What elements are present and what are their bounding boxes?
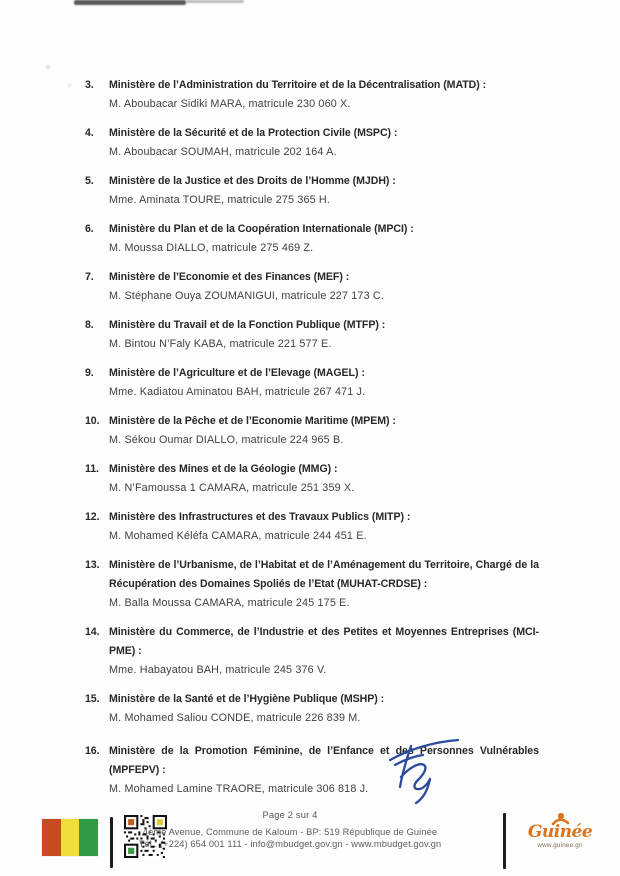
- list-item: [85, 460, 539, 498]
- contact-line: Tél : (+224) 654 001 111 - info@mbudget.gov.gn - www.mbudget.gov.gn: [138, 838, 442, 849]
- item-number: 7.: [85, 271, 94, 283]
- item-number: 15.: [85, 693, 100, 705]
- page-footer: [0, 806, 620, 876]
- footer-divider: [503, 813, 506, 869]
- list-item: [85, 742, 539, 799]
- scan-artifact: [74, 0, 186, 5]
- item-number: 11.: [85, 463, 99, 475]
- list-item: [85, 412, 539, 450]
- item-number: 16.: [85, 745, 100, 757]
- scan-artifact: [46, 66, 50, 69]
- minister-line: Mme. Habayatou BAH, matricule 245 376 V.: [109, 664, 327, 676]
- ministry-title: Ministère des Infrastructures et des Travaux Publics (MITP) :: [109, 511, 411, 523]
- minister-line: M. Stéphane Ouya ZOUMANIGUI, matricule 227 173 C.: [109, 290, 384, 302]
- list-item: [85, 556, 539, 613]
- list-item: [85, 268, 539, 306]
- ministry-title: Ministère de la Santé et de l’Hygiène Publique (MSHP) :: [109, 693, 385, 705]
- signature-initials-icon: [388, 734, 462, 806]
- ministry-title: Ministère de la Pêche et de l’Economie Maritime (MPEM) :: [109, 415, 396, 427]
- footer-text-block: [110, 810, 470, 850]
- minister-line: M. Mohamed Kéléfa CAMARA, matricule 244 451 E.: [109, 530, 367, 542]
- item-number: 4.: [85, 127, 94, 139]
- ministry-title: Ministère de la Sécurité et de la Protection Civile (MSPC) :: [109, 127, 398, 139]
- minister-line: M. Moussa DIALLO, matricule 275 469 Z.: [109, 242, 314, 254]
- list-item: [85, 364, 539, 402]
- item-number: 3.: [85, 79, 94, 91]
- minister-line: Mme. Aminata TOURE, matricule 275 365 H.: [109, 194, 331, 206]
- minister-line: M. Aboubacar SOUMAH, matricule 202 164 A.: [109, 146, 337, 158]
- item-number: 9.: [85, 367, 94, 379]
- scan-artifact: [68, 84, 71, 87]
- ministry-title: Ministère de la Justice et des Droits de l’Homme (MJDH) :: [109, 175, 396, 187]
- item-number: 8.: [85, 319, 94, 331]
- ministry-title: Ministère du Plan et de la Coopération Internationale (MPCI) :: [109, 223, 414, 235]
- minister-line: M. Mohamed Lamine TRAORE, matricule 306 818 J.: [109, 783, 369, 795]
- item-number: 6.: [85, 223, 94, 235]
- ministry-title: Ministère de la Promotion Féminine, de l’Enfance et des Personnes Vulnérables (MPFEPV) :: [109, 745, 539, 776]
- item-number: 5.: [85, 175, 94, 187]
- list-item: [85, 76, 539, 114]
- item-number: 12.: [85, 511, 100, 523]
- brand-url: www.guinee.gn: [537, 842, 583, 849]
- minister-line: M. Bintou N’Faly KABA, matricule 221 577 E.: [109, 338, 332, 350]
- minister-line: M. Sékou Oumar DIALLO, matricule 224 965 B.: [109, 434, 344, 446]
- address-line: 4ème Avenue, Commune de Kaloum - BP: 519 République de Guinée: [142, 827, 438, 837]
- minister-line: M. Mohamed Saliou CONDE, matricule 226 839 M.: [109, 712, 361, 724]
- item-number: 14.: [85, 626, 100, 638]
- list-item: [85, 220, 539, 258]
- list-item: [85, 124, 539, 162]
- ministry-title: Ministère du Commerce, de l’Industrie et des Petites et Moyennes Entreprises (MCI-PME) :: [109, 626, 539, 657]
- scan-artifact: [186, 0, 244, 3]
- item-number: 10.: [85, 415, 100, 427]
- ministry-title: Ministère de l’Urbanisme, de l’Habitat et de l’Aménagement du Territoire, Chargé de la Récupération des Domaines Spoliés de l’Etat (MUHAT-CRDSE) :: [109, 559, 539, 590]
- page-number: Page 2 sur 4: [262, 810, 318, 820]
- ministry-list: [85, 76, 539, 809]
- list-item: [85, 316, 539, 354]
- item-number: 13.: [85, 559, 100, 571]
- ministry-title: Ministère des Mines et de la Géologie (MMG) :: [109, 463, 338, 475]
- ministry-title: Ministère de l’Economie et des Finances (MEF) :: [109, 271, 350, 283]
- minister-line: Mme. Kadiatou Aminatou BAH, matricule 267 471 J.: [109, 386, 366, 398]
- ministry-title: Ministère de l’Administration du Territoire et de la Décentralisation (MATD) :: [109, 79, 487, 91]
- list-item: [85, 508, 539, 546]
- minister-line: M. Aboubacar Sidiki MARA, matricule 230 060 X.: [109, 98, 351, 110]
- list-item: [85, 690, 539, 728]
- minister-line: M. N’Famoussa 1 CAMARA, matricule 251 359 X.: [109, 482, 355, 494]
- brand-name: Guinée: [527, 822, 593, 842]
- guinee-brand-logo: [512, 812, 608, 849]
- ministry-title: Ministère du Travail et de la Fonction Publique (MTFP) :: [109, 319, 386, 331]
- guinea-flag-icon: [42, 819, 98, 856]
- list-item: [85, 623, 539, 680]
- list-item: [85, 172, 539, 210]
- ministry-title: Ministère de l’Agriculture et de l’Elevage (MAGEL) :: [109, 367, 365, 379]
- minister-line: M. Balla Moussa CAMARA, matricule 245 175 E.: [109, 597, 350, 609]
